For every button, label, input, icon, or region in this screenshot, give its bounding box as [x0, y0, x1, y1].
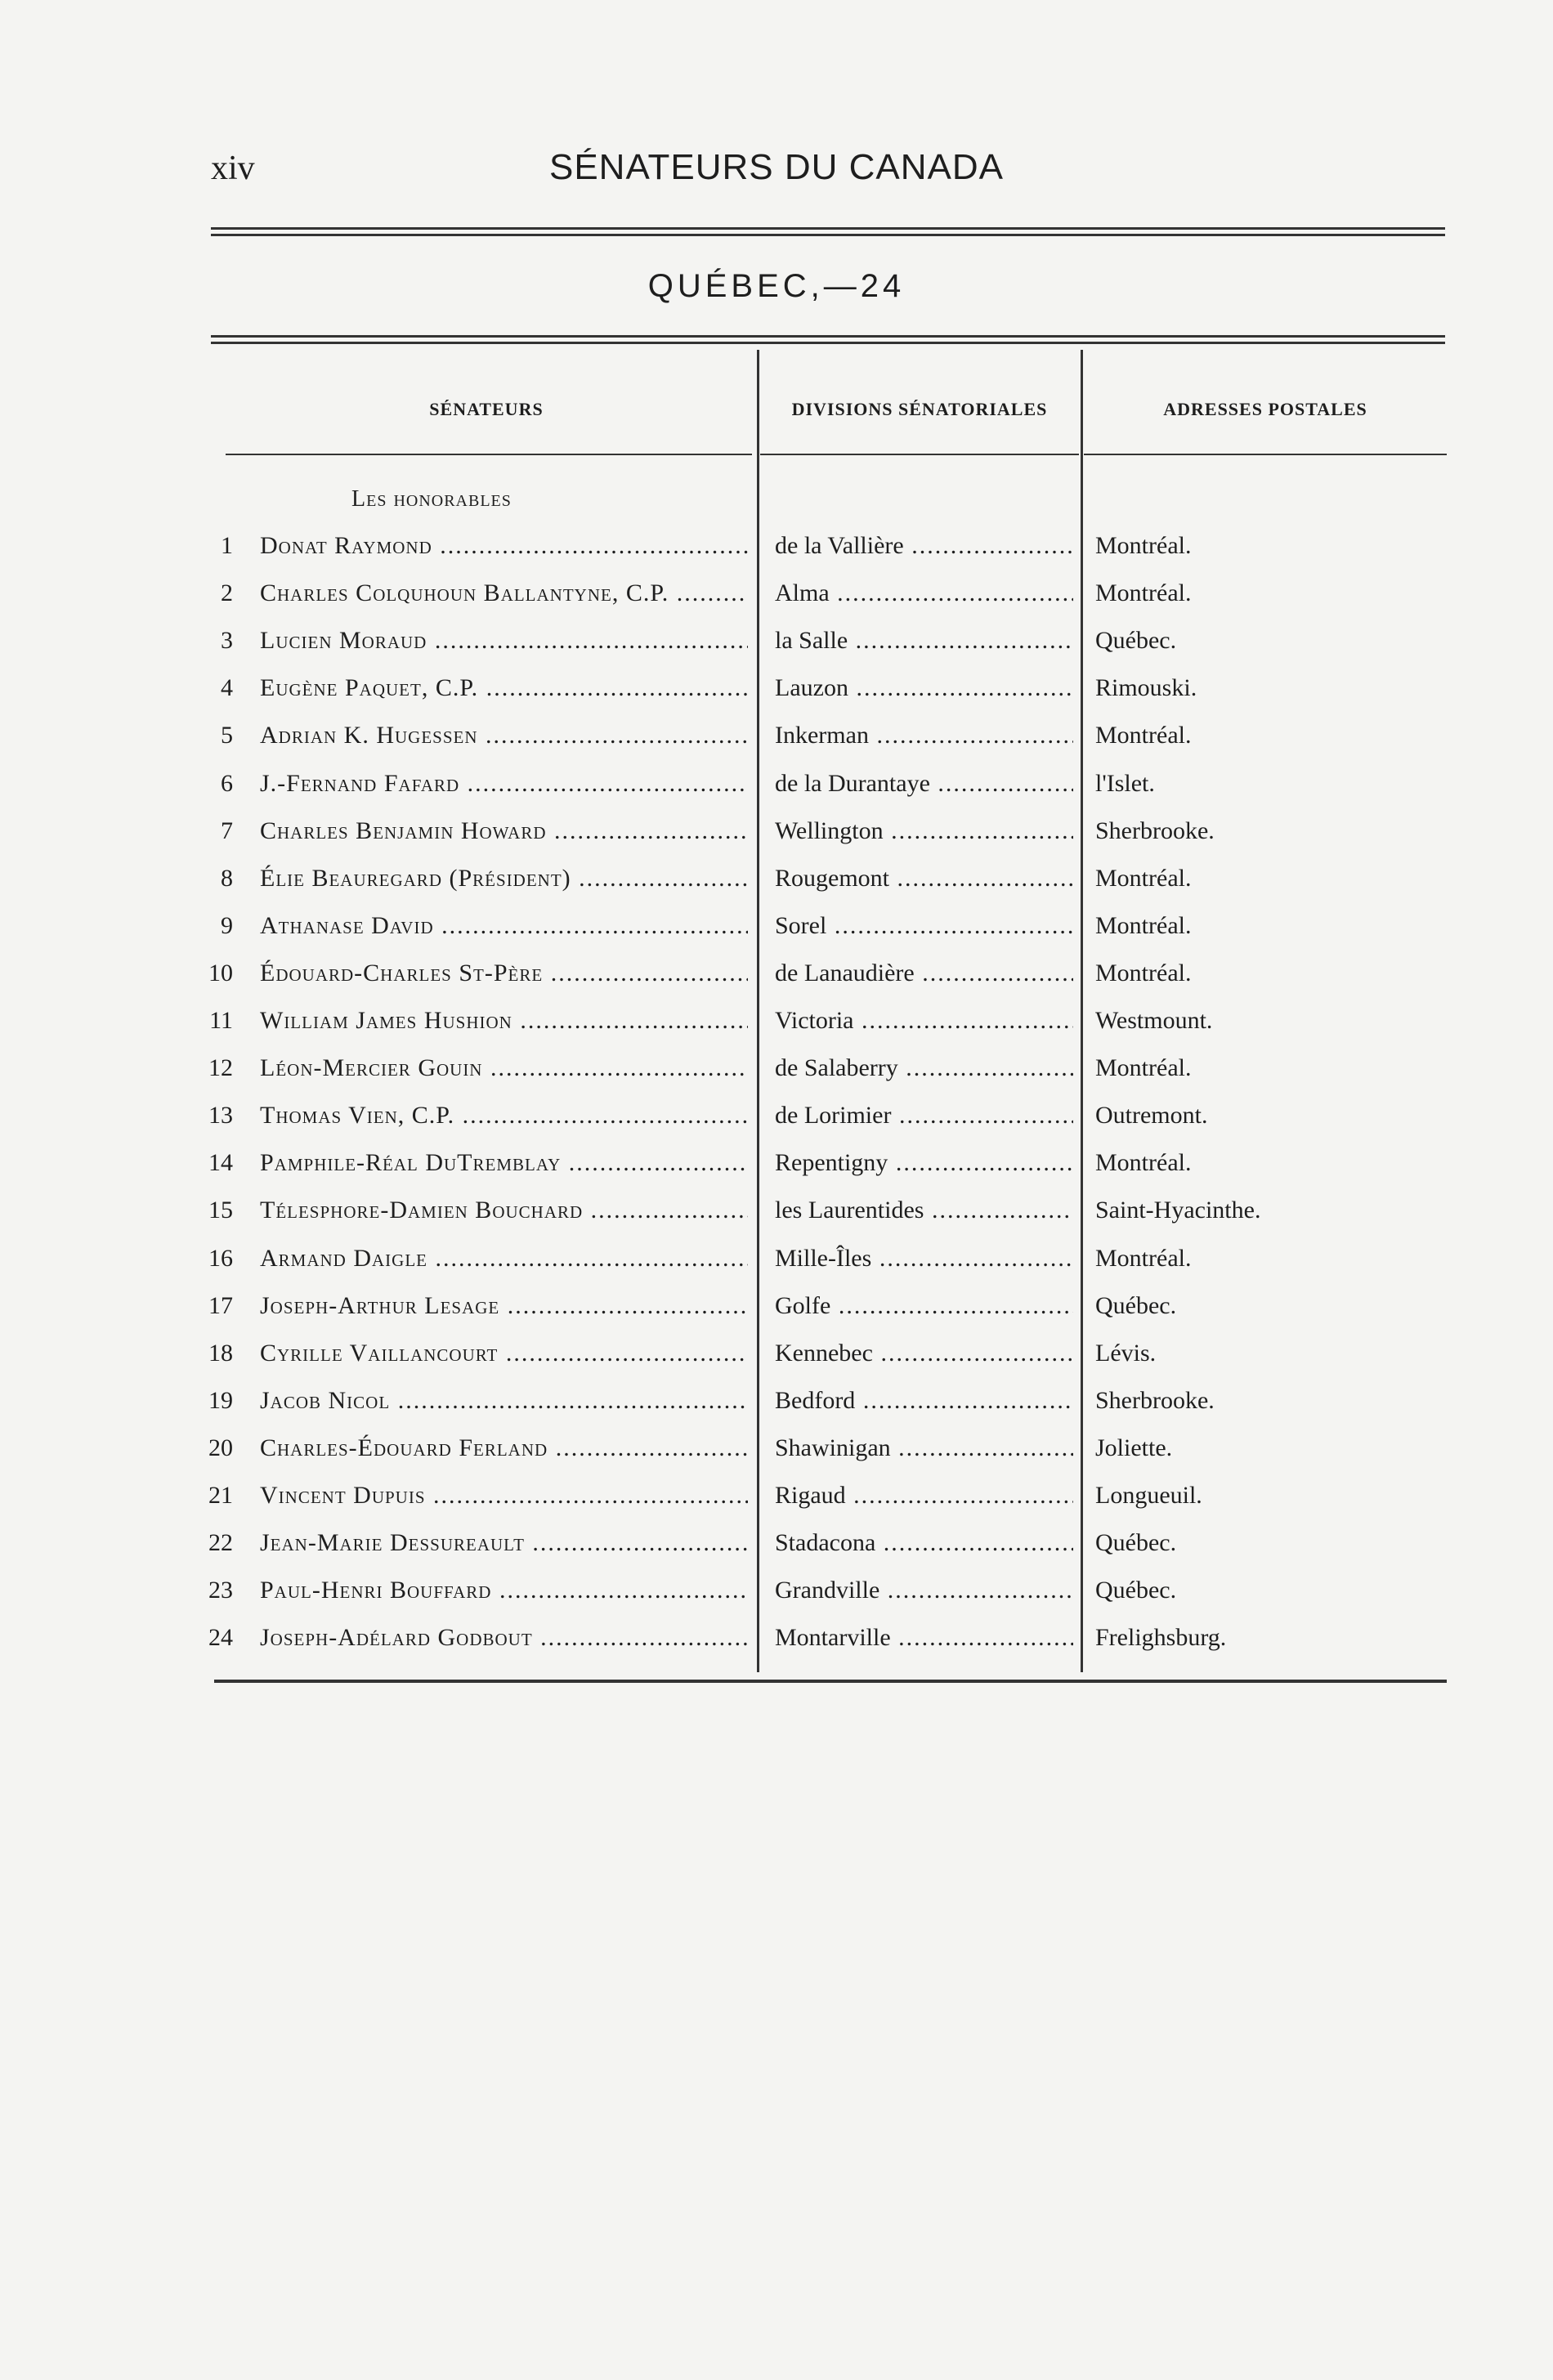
senator-name: Jean-Marie Dessureault .....: [260, 1527, 748, 1559]
row-number: 3: [221, 627, 233, 654]
postal-address: l'Islet.: [1095, 770, 1155, 797]
senatorial-division: Golfe .....: [775, 1290, 1073, 1322]
row-number: 15: [208, 1197, 233, 1224]
row-number: 12: [208, 1054, 233, 1081]
table-row: [0, 530, 1553, 577]
table-row: [0, 1052, 1553, 1099]
senator-name: Jacob Nicol .....: [260, 1385, 748, 1417]
table-row: [0, 815, 1553, 862]
postal-address: Montréal.: [1095, 532, 1192, 559]
postal-address: Sherbrooke.: [1095, 1387, 1215, 1414]
row-number: 21: [208, 1482, 233, 1509]
row-number: 8: [221, 865, 233, 892]
bottom-rule: [214, 1680, 1447, 1683]
senatorial-division: Stadacona .....: [775, 1527, 1073, 1559]
senator-name: Lucien Moraud .....: [260, 624, 748, 657]
senatorial-division: Sorel .....: [775, 910, 1073, 942]
subheading-les-honorables: Les honorables: [351, 486, 512, 512]
table-row: [0, 1147, 1553, 1194]
postal-address: Longueuil.: [1095, 1482, 1202, 1509]
running-title: SÉNATEURS DU CANADA: [548, 147, 1005, 187]
row-number: 17: [208, 1292, 233, 1319]
row-number: 14: [208, 1149, 233, 1176]
senatorial-division: Wellington .....: [775, 815, 1073, 848]
senatorial-division: Rougemont .....: [775, 862, 1073, 895]
senatorial-division: Lauzon .....: [775, 672, 1073, 705]
postal-address: Montréal.: [1095, 912, 1192, 939]
postal-address: Montréal.: [1095, 865, 1192, 892]
senator-name: William James Hushion .....: [260, 1004, 748, 1037]
table-row: [0, 624, 1553, 672]
row-number: 1: [221, 532, 233, 559]
column-header-senators: SÉNATEURS: [429, 399, 544, 419]
top-double-rule: [211, 227, 1445, 236]
postal-address: Saint-Hyacinthe.: [1095, 1197, 1261, 1224]
senatorial-division: Victoria .....: [775, 1004, 1073, 1037]
header-rule-divisions: [760, 454, 1079, 455]
table-row: [0, 957, 1553, 1004]
senatorial-division: la Salle .....: [775, 624, 1073, 657]
senatorial-division: Grandville .....: [775, 1574, 1073, 1607]
postal-address: Québec.: [1095, 627, 1177, 654]
postal-address: Montréal.: [1095, 1149, 1192, 1176]
table-row: [0, 910, 1553, 957]
senatorial-division: Alma .....: [775, 577, 1073, 610]
senator-name: Vincent Dupuis .....: [260, 1479, 748, 1512]
senator-name: Édouard-Charles St-Père .....: [260, 957, 748, 990]
table-row: [0, 1479, 1553, 1527]
postal-address: Joliette.: [1095, 1434, 1173, 1461]
row-number: 9: [221, 912, 233, 939]
table-row: [0, 719, 1553, 767]
header-rule-senators: [226, 454, 752, 455]
senator-name: Élie Beauregard (Président) .....: [260, 862, 748, 895]
table-row: [0, 1385, 1553, 1432]
postal-address: Outremont.: [1095, 1102, 1208, 1129]
row-number: 7: [221, 817, 233, 844]
senatorial-division: de Lorimier .....: [775, 1099, 1073, 1132]
senatorial-division: Mille-Îles .....: [775, 1242, 1073, 1275]
row-number: 19: [208, 1387, 233, 1414]
senator-name: Paul-Henri Bouffard .....: [260, 1574, 748, 1607]
row-number: 13: [208, 1102, 233, 1129]
table-row: [0, 577, 1553, 624]
senator-name: Thomas Vien, C.P. .....: [260, 1099, 748, 1132]
senatorial-division: Inkerman .....: [775, 719, 1073, 752]
header-rule-addresses: [1084, 454, 1447, 455]
senatorial-division: Montarville .....: [775, 1622, 1073, 1654]
column-header-addresses: ADRESSES POSTALES: [1163, 399, 1367, 419]
table-row: [0, 1242, 1553, 1290]
row-number: 24: [208, 1624, 233, 1651]
page-number: xiv: [211, 150, 255, 187]
senator-name: Joseph-Arthur Lesage .....: [260, 1290, 748, 1322]
senator-name: Pamphile-Réal DuTremblay .....: [260, 1147, 748, 1179]
senatorial-division: de Lanaudière .....: [775, 957, 1073, 990]
postal-address: Montréal.: [1095, 579, 1192, 606]
table-row: [0, 1622, 1553, 1669]
postal-address: Sherbrooke.: [1095, 817, 1215, 844]
table-row: [0, 862, 1553, 910]
senator-name: Armand Daigle .....: [260, 1242, 748, 1275]
postal-address: Montréal.: [1095, 722, 1192, 749]
senator-name: Télesphore-Damien Bouchard .....: [260, 1194, 748, 1227]
senatorial-division: de la Durantaye .....: [775, 767, 1073, 800]
table-row: [0, 767, 1553, 815]
postal-address: Lévis.: [1095, 1340, 1157, 1367]
senator-name: Adrian K. Hugessen .....: [260, 719, 748, 752]
senator-name: J.-Fernand Fafard .....: [260, 767, 748, 800]
table-row: [0, 1432, 1553, 1479]
senator-name: Léon-Mercier Gouin .....: [260, 1052, 748, 1085]
senator-name: Joseph-Adélard Godbout .....: [260, 1622, 748, 1654]
row-number: 16: [208, 1245, 233, 1272]
senator-name: Donat Raymond .....: [260, 530, 748, 562]
senatorial-division: de Salaberry .....: [775, 1052, 1073, 1085]
row-number: 11: [209, 1007, 233, 1034]
table-row: [0, 1527, 1553, 1574]
postal-address: Québec.: [1095, 1292, 1177, 1319]
senator-name: Charles Colquhoun Ballantyne, C.P. .....: [260, 577, 748, 610]
postal-address: Montréal.: [1095, 1245, 1192, 1272]
section-title: QUÉBEC,—24: [647, 268, 906, 304]
row-number: 10: [208, 960, 233, 986]
table-row: [0, 672, 1553, 719]
table-row: [0, 1290, 1553, 1337]
senatorial-division: Repentigny .....: [775, 1147, 1073, 1179]
senatorial-division: de la Vallière .....: [775, 530, 1073, 562]
senator-name: Athanase David .....: [260, 910, 748, 942]
row-number: 20: [208, 1434, 233, 1461]
senatorial-division: Shawinigan .....: [775, 1432, 1073, 1465]
table-row: [0, 1194, 1553, 1241]
table-row: [0, 1337, 1553, 1385]
senatorial-division: Rigaud .....: [775, 1479, 1073, 1512]
row-number: 6: [221, 770, 233, 797]
senator-name: Eugène Paquet, C.P. .....: [260, 672, 748, 705]
row-number: 22: [208, 1529, 233, 1556]
row-number: 23: [208, 1577, 233, 1604]
postal-address: Québec.: [1095, 1529, 1177, 1556]
table-row: [0, 1574, 1553, 1622]
senator-name: Charles-Édouard Ferland .....: [260, 1432, 748, 1465]
row-number: 2: [221, 579, 233, 606]
senatorial-division: Bedford .....: [775, 1385, 1073, 1417]
row-number: 5: [221, 722, 233, 749]
postal-address: Montréal.: [1095, 960, 1192, 986]
section-double-rule: [211, 335, 1445, 344]
senator-name: Charles Benjamin Howard .....: [260, 815, 748, 848]
postal-address: Rimouski.: [1095, 674, 1197, 701]
row-number: 4: [221, 674, 233, 701]
table-row: [0, 1004, 1553, 1052]
postal-address: Frelighsburg.: [1095, 1624, 1227, 1651]
column-header-divisions: DIVISIONS SÉNATORIALES: [791, 399, 1048, 419]
postal-address: Westmount.: [1095, 1007, 1213, 1034]
postal-address: Québec.: [1095, 1577, 1177, 1604]
senator-name: Cyrille Vaillancourt .....: [260, 1337, 748, 1370]
postal-address: Montréal.: [1095, 1054, 1192, 1081]
senatorial-division: Kennebec .....: [775, 1337, 1073, 1370]
row-number: 18: [208, 1340, 233, 1367]
table-row: [0, 1099, 1553, 1147]
senatorial-division: les Laurentides .....: [775, 1194, 1073, 1227]
